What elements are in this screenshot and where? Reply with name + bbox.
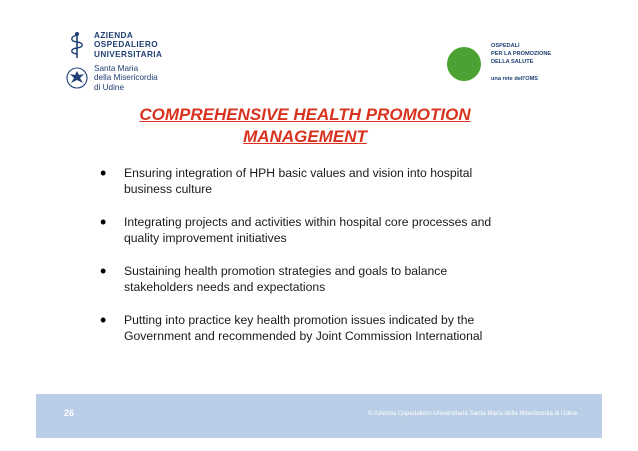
eagle-seal-icon: [66, 64, 88, 92]
logo-row-university: [66, 31, 162, 59]
logo-line: della Misericordia: [94, 73, 158, 83]
bullet-list: [98, 163, 518, 362]
bullet-text: Ensuring integration of HPH basic values and vision into hospital: [124, 166, 473, 180]
bullet-text: stakeholders needs and expectations: [124, 279, 326, 294]
logo-line: di Udine: [94, 82, 125, 92]
bullet-text: Government and recommended by Joint Commission International: [124, 328, 483, 343]
hph-line: OSPEDALI: [491, 43, 520, 49]
logo-line: Santa Maria: [94, 64, 139, 73]
logo-hospital-text: [94, 64, 158, 92]
logo-line: UNIVERSITARIA: [94, 49, 163, 59]
hph-line: PER LA PROMOZIONE: [491, 51, 552, 58]
hph-line: DELLA SALUTE: [491, 59, 534, 66]
hph-logo-circle: [447, 47, 481, 81]
bullet-text: Putting into practice key health promotion issues indicated by the: [124, 313, 475, 327]
logo-line: AZIENDA: [94, 31, 134, 40]
bullet-dot-icon: •: [100, 261, 107, 281]
hospital-logo: [66, 31, 206, 95]
bullet-dot-icon: •: [100, 163, 107, 183]
hph-network-line: una rete dell'OMS: [491, 75, 539, 82]
bullet-text: Integrating projects and activities within hospital core processes and: [124, 215, 492, 229]
copyright-notice: © Azienda Ospedaliero-Universitaria Santa Maria della Misericordia di Udine: [368, 410, 578, 417]
bullet-dot-icon: •: [100, 310, 107, 330]
bullet-text: business culture: [124, 181, 213, 196]
bullet-text: Sustaining health promotion strategies and goals to balance: [124, 264, 448, 278]
bullet-item: [98, 163, 518, 197]
bullet-item: [98, 212, 518, 246]
bullet-item: [98, 310, 518, 344]
bullet-dot-icon: •: [100, 212, 107, 232]
page-number: 26: [64, 408, 75, 418]
serpent-staff-icon: [66, 31, 88, 59]
logo-university-text: [94, 31, 162, 59]
title-line: MANAGEMENT: [243, 127, 367, 146]
bullet-text: quality improvement initiatives: [124, 230, 287, 245]
bullet-item: [98, 261, 518, 295]
slide-title: [120, 104, 490, 148]
logo-line: OSPEDALIERO: [94, 40, 158, 50]
title-line: COMPREHENSIVE HEALTH PROMOTION: [139, 105, 471, 124]
logo-row-hospital: [66, 64, 158, 92]
hph-network-text: [491, 42, 601, 83]
